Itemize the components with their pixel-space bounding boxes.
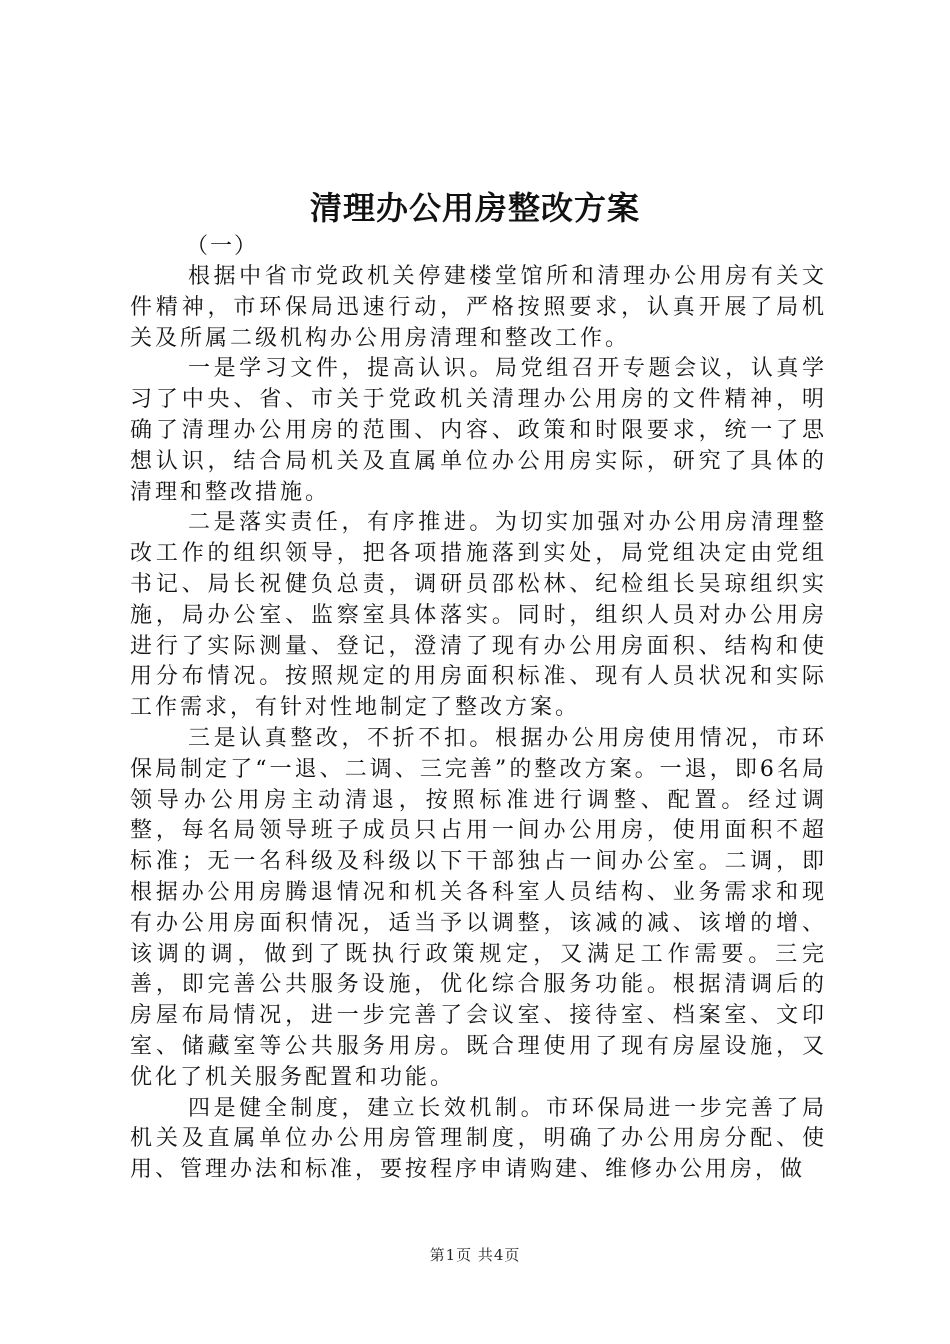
- page-number-footer: 第1页 共4页: [429, 1246, 521, 1264]
- document-title: 清理办公用房整改方案: [309, 189, 640, 227]
- paragraph-intro: 根据中省市党政机关停建楼堂馆所和清理办公用房有关文件精神，市环保局迅速行动，严格按照要求，认真开展了局机关及所属二级机构办公用房清理和整改工作。: [130, 264, 827, 351]
- paragraph-rectification: 三是认真整改，不折不扣。根据办公用房使用情况，市环保局制定了“一退、二调、三完善”的整改方案。一退，即6名局领导办公用房主动清退，按照标准进行调整、配置。经过调整，每名局领导班子成员只占用一间办公用房，使用面积不超标准；无一名科级及科级以下干部独占一间办公室。二调，即根据办公用房腾退情况和机关各科室人员结构、业务需求和现有办公用房面积情况，适当予以调整，该减的减、该增的增、该调的调，做到了既执行政策规定，又满足工作需要。三完善，即完善公共服务设施，优化综合服务功能。根据清调后的房屋布局情况，进一步完善了会议室、接待室、档案室、文印室、储藏室等公共服务用房。既合理使用了现有房屋设施，又优化了机关服务配置和功能。: [130, 725, 827, 1090]
- paragraph-improve-system: 四是健全制度，建立长效机制。市环保局进一步完善了局机关及直属单位办公用房管理制度，明确了办公用房分配、使用、管理办法和标准，要按程序申请购建、维修办公用房，做: [130, 1095, 827, 1183]
- document-body: [130, 232, 827, 1186]
- paragraph-study-documents: 一是学习文件，提高认识。局党组召开专题会议，认真学习了中央、省、市关于党政机关清理办公用房的文件精神，明确了清理办公用房的范围、内容、政策和时限要求，统一了思想认识，结合局机关及直属单位办公用房实际，研究了具体的清理和整改措施。: [130, 356, 827, 505]
- paragraph-implement-responsibility: 二是落实责任，有序推进。为切实加强对办公用房清理整改工作的组织领导，把各项措施落到实处，局党组决定由党组书记、局长祝健负总责，调研员邵松林、纪检组长吴琼组织实施，局办公室、监察室具体落实。同时，组织人员对办公用房进行了实际测量、登记，澄清了现有办公用房面积、结构和使用分布情况。按照规定的用房面积标准、现有人员状况和实际工作需求，有针对性地制定了整改方案。: [130, 510, 827, 721]
- section-number: （一）: [186, 234, 259, 259]
